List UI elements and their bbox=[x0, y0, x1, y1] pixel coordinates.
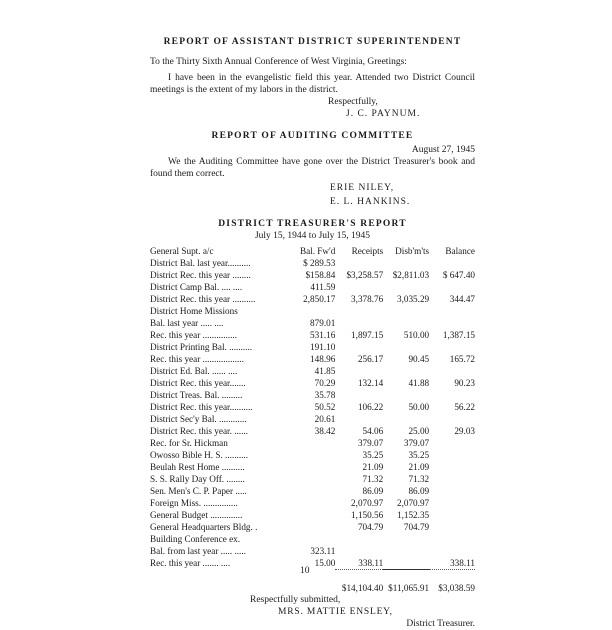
row-label: District Rec. this year .......... bbox=[150, 294, 256, 304]
row-label: Bal. last year ..... .... bbox=[150, 318, 224, 328]
row-receipts: 54.06 bbox=[362, 426, 384, 436]
total-receipts: $14,104.40 bbox=[341, 582, 384, 593]
row-receipts: 35.25 bbox=[362, 450, 384, 460]
row-balance bbox=[429, 461, 475, 473]
row-bal-fwd: $ 289.53 bbox=[303, 258, 336, 268]
table-row bbox=[150, 521, 475, 533]
row-receipts: 132.14 bbox=[357, 378, 384, 388]
row-label: District Rec. this year.......... bbox=[150, 402, 253, 412]
row-label: Owosso Bible H. S. .......... bbox=[150, 450, 249, 460]
col-header-receipts: Receipts bbox=[351, 246, 384, 256]
col-header-balance: Balance bbox=[445, 246, 475, 256]
row-disbursements bbox=[383, 533, 429, 545]
table-row bbox=[150, 305, 475, 317]
row-balance bbox=[429, 341, 475, 353]
table-header-row bbox=[150, 245, 475, 257]
row-balance: 165.72 bbox=[449, 354, 475, 364]
treasurer-table bbox=[150, 245, 475, 594]
row-receipts bbox=[335, 389, 383, 401]
row-label: Rec. this year ....... .... bbox=[150, 558, 231, 569]
row-bal-fwd bbox=[289, 533, 335, 545]
table-row bbox=[150, 377, 475, 389]
row-bal-fwd: 20.61 bbox=[314, 414, 336, 424]
row-receipts: 3,378.76 bbox=[351, 294, 384, 304]
table-row bbox=[150, 557, 475, 570]
row-balance bbox=[429, 473, 475, 485]
row-bal-fwd: 191.10 bbox=[310, 342, 336, 352]
row-label: Rec. this year ............... bbox=[150, 330, 238, 340]
row-balance: 29.03 bbox=[454, 426, 475, 436]
treasurer-signature: MRS. MATTIE ENSLEY, bbox=[278, 606, 393, 617]
signature-hankins: E. L. HANKINS. bbox=[330, 197, 411, 207]
row-label: District Rec. this year. ...... bbox=[150, 426, 248, 436]
page-number: 10 bbox=[300, 566, 310, 576]
row-receipts bbox=[335, 317, 383, 329]
row-disbursements: 704.79 bbox=[403, 522, 430, 532]
row-label: District Rec. this year ........ bbox=[150, 270, 251, 280]
row-label: Beulah Rest Home .......... bbox=[150, 462, 245, 472]
row-receipts: 379.07 bbox=[357, 438, 384, 448]
row-label: Rec. for Sr. Hickman bbox=[150, 438, 228, 448]
row-disbursements: $2,811.03 bbox=[392, 270, 430, 280]
row-bal-fwd: 531.16 bbox=[310, 330, 336, 340]
table-row bbox=[150, 317, 475, 329]
row-receipts bbox=[335, 365, 383, 377]
row-label: General Headquarters Bldg. . bbox=[150, 522, 258, 532]
row-label: District Sec'y Bal. ............ bbox=[150, 414, 247, 424]
row-label: S. S. Rally Day Off. ........ bbox=[150, 474, 245, 484]
row-receipts: $3,258.57 bbox=[346, 270, 384, 280]
row-label: Bal. from last year ..... ..... bbox=[150, 546, 246, 556]
row-balance: 90.23 bbox=[454, 378, 475, 388]
table-row bbox=[150, 545, 475, 557]
row-bal-fwd: 148.96 bbox=[310, 354, 336, 364]
row-disbursements bbox=[383, 257, 429, 269]
total-disbursements: $11,065.91 bbox=[388, 582, 430, 593]
treasurer-closing: Respectfully submitted, bbox=[250, 594, 341, 605]
section-title-treasurers-report: DISTRICT TREASURER'S REPORT bbox=[218, 219, 407, 229]
row-balance bbox=[429, 485, 475, 497]
row-balance bbox=[429, 545, 475, 557]
row-balance bbox=[429, 317, 475, 329]
row-label: District Treas. Bal. ......... bbox=[150, 390, 243, 400]
row-bal-fwd: 70.29 bbox=[314, 378, 336, 388]
row-label: Rec. this year .................. bbox=[150, 354, 244, 364]
table-row bbox=[150, 257, 475, 269]
row-bal-fwd: 50.52 bbox=[314, 402, 336, 412]
row-bal-fwd: $158.84 bbox=[305, 270, 336, 280]
row-label: District Rec. this year....... bbox=[150, 378, 246, 388]
section-title-auditing-committee: REPORT OF AUDITING COMMITTEE bbox=[211, 131, 414, 141]
table-row bbox=[150, 341, 475, 353]
row-bal-fwd: 35.78 bbox=[314, 390, 336, 400]
totals-row bbox=[150, 582, 475, 594]
row-receipts: 1,150.56 bbox=[351, 510, 384, 520]
row-receipts bbox=[335, 341, 383, 353]
table-row bbox=[150, 329, 475, 341]
row-balance bbox=[429, 281, 475, 293]
table-row bbox=[150, 269, 475, 281]
col-header-disbursements: Disb'm'ts bbox=[395, 246, 430, 256]
row-disbursements: 50.00 bbox=[408, 402, 430, 412]
row-receipts: 86.09 bbox=[362, 486, 384, 496]
table-row bbox=[150, 413, 475, 425]
audit-date: August 27, 1945 bbox=[411, 145, 475, 155]
row-bal-fwd bbox=[289, 485, 335, 497]
assistant-report-body: I have been in the evangelistic field this year. Attended two District Council meetings is the extent of my labors in the district. bbox=[150, 73, 475, 95]
table-row bbox=[150, 365, 475, 377]
row-balance: $ 647.40 bbox=[442, 270, 475, 280]
row-disbursements bbox=[383, 365, 429, 377]
row-disbursements bbox=[383, 317, 429, 329]
table-row bbox=[150, 353, 475, 365]
row-balance bbox=[429, 389, 475, 401]
table-row bbox=[150, 485, 475, 497]
row-label: District Bal. last year.......... bbox=[150, 258, 251, 268]
row-label: Sen. Men's C. P. Paper ..... bbox=[150, 486, 247, 496]
report-period: July 15, 1944 to July 15, 1945 bbox=[254, 231, 371, 241]
row-bal-fwd bbox=[289, 437, 335, 449]
row-balance bbox=[429, 521, 475, 533]
row-receipts bbox=[335, 545, 383, 557]
row-balance bbox=[429, 449, 475, 461]
row-balance: 338.11 bbox=[450, 558, 475, 568]
table-row bbox=[150, 389, 475, 401]
row-balance bbox=[429, 257, 475, 269]
row-receipts bbox=[335, 305, 383, 317]
row-disbursements: 1,152.35 bbox=[396, 510, 430, 520]
row-balance: 56.22 bbox=[454, 402, 475, 412]
row-label: District Ed. Bal. ...... .... bbox=[150, 366, 238, 376]
row-disbursements bbox=[383, 389, 429, 401]
row-balance bbox=[429, 413, 475, 425]
row-bal-fwd: 15.00 bbox=[314, 558, 336, 569]
document-page bbox=[150, 36, 475, 630]
table-row bbox=[150, 425, 475, 437]
row-balance bbox=[429, 497, 475, 509]
row-label: District Printing Bal. .......... bbox=[150, 342, 253, 352]
row-disbursements: 35.25 bbox=[408, 450, 430, 460]
row-disbursements: 2,070.97 bbox=[396, 498, 430, 508]
row-label: General Budget .............. bbox=[150, 510, 243, 520]
row-receipts bbox=[335, 413, 383, 425]
row-bal-fwd bbox=[289, 497, 335, 509]
row-bal-fwd bbox=[289, 461, 335, 473]
audit-body: We the Auditing Committee have gone over the District Treasurer's book and found them correct. bbox=[150, 157, 475, 179]
row-label: District Home Missions bbox=[150, 306, 238, 316]
row-bal-fwd bbox=[289, 473, 335, 485]
row-bal-fwd bbox=[289, 521, 335, 533]
table-row bbox=[150, 449, 475, 461]
row-receipts bbox=[335, 533, 383, 545]
row-receipts: 106.22 bbox=[357, 402, 384, 412]
row-disbursements: 510.00 bbox=[403, 330, 430, 340]
row-label: District Camp Bal. .... .... bbox=[150, 282, 243, 292]
row-disbursements: 86.09 bbox=[408, 486, 430, 496]
rule-row bbox=[150, 570, 475, 582]
total-balance: $3,038.59 bbox=[438, 582, 475, 593]
row-bal-fwd: 41.85 bbox=[314, 366, 336, 376]
row-receipts: 704.79 bbox=[357, 522, 384, 532]
col-header-bal-fwd: Bal. Fw'd bbox=[299, 246, 336, 256]
row-disbursements: 25.00 bbox=[408, 426, 430, 436]
row-receipts bbox=[335, 257, 383, 269]
table-row bbox=[150, 401, 475, 413]
table-row bbox=[150, 293, 475, 305]
row-bal-fwd: 411.59 bbox=[310, 282, 336, 292]
treasurer-role: District Treasurer. bbox=[406, 618, 475, 629]
table-row bbox=[150, 497, 475, 509]
table-row bbox=[150, 437, 475, 449]
section-title-assistant-superintendent: REPORT OF ASSISTANT DISTRICT SUPERINTENDENT bbox=[163, 37, 462, 47]
row-bal-fwd: 323.11 bbox=[310, 546, 336, 556]
col-header-account: General Supt. a/c bbox=[150, 246, 214, 256]
row-balance bbox=[429, 305, 475, 317]
row-receipts: 338.11 bbox=[358, 558, 384, 568]
row-balance: 1,387.15 bbox=[442, 330, 475, 340]
row-disbursements bbox=[383, 413, 429, 425]
table-row bbox=[150, 461, 475, 473]
closing-respectfully: Respectfully, bbox=[328, 97, 378, 107]
row-disbursements: 71.32 bbox=[408, 474, 430, 484]
row-disbursements bbox=[383, 545, 429, 557]
table-row bbox=[150, 509, 475, 521]
row-bal-fwd bbox=[289, 305, 335, 317]
signature-paynum: J. C. PAYNUM. bbox=[346, 109, 421, 119]
row-disbursements: 3,035.29 bbox=[396, 294, 430, 304]
row-bal-fwd: 879.01 bbox=[310, 318, 336, 328]
row-bal-fwd: 2,850.17 bbox=[303, 294, 336, 304]
row-balance: 344.47 bbox=[449, 294, 475, 304]
row-disbursements bbox=[383, 305, 429, 317]
row-receipts: 71.32 bbox=[362, 474, 384, 484]
row-disbursements: 21.09 bbox=[408, 462, 430, 472]
row-receipts bbox=[335, 281, 383, 293]
row-receipts: 1,897.15 bbox=[351, 330, 384, 340]
row-balance bbox=[429, 365, 475, 377]
row-disbursements: 90.45 bbox=[408, 354, 430, 364]
signature-niley: ERIE NILEY, bbox=[330, 183, 395, 193]
salutation: To the Thirty Sixth Annual Conference of West Virginia, Greetings: bbox=[150, 57, 407, 67]
row-bal-fwd bbox=[289, 509, 335, 521]
row-disbursements: 41.88 bbox=[408, 378, 430, 388]
row-disbursements bbox=[383, 281, 429, 293]
row-disbursements: 379.07 bbox=[403, 438, 430, 448]
row-bal-fwd bbox=[289, 449, 335, 461]
row-disbursements bbox=[383, 557, 429, 570]
row-label: Foreign Miss. ............... bbox=[150, 498, 238, 508]
row-receipts: 256.17 bbox=[357, 354, 384, 364]
row-balance bbox=[429, 509, 475, 521]
row-disbursements bbox=[383, 341, 429, 353]
row-bal-fwd: 38.42 bbox=[314, 426, 336, 436]
row-label: Building Conference ex. bbox=[150, 534, 241, 544]
row-balance bbox=[429, 437, 475, 449]
table-row bbox=[150, 533, 475, 545]
row-balance bbox=[429, 533, 475, 545]
row-receipts: 2,070.97 bbox=[351, 498, 384, 508]
table-row bbox=[150, 473, 475, 485]
table-row bbox=[150, 281, 475, 293]
row-receipts: 21.09 bbox=[362, 462, 384, 472]
